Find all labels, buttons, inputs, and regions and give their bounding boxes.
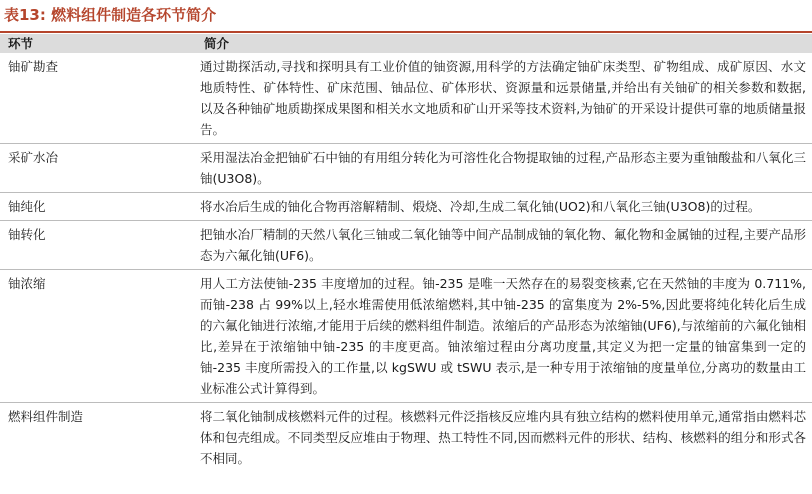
- stage-name: 采矿水冶: [0, 144, 194, 193]
- stage-description: 将水冶后生成的铀化合物再溶解精制、煅烧、冷却,生成二氧化铀(UO2)和八氧化三铀(U3O8)的过程。: [194, 193, 812, 221]
- caption-rule: [0, 31, 812, 33]
- table-caption: 表13: 燃料组件制造各环节简介: [4, 6, 217, 24]
- stage-description: 把铀水冶厂精制的天然八氧化三铀或二氧化铀等中间产品制成铀的氧化物、氟化物和金属铀的过程,主要产品形态为六氟化铀(UF6)。: [194, 221, 812, 270]
- table-row: [0, 53, 812, 144]
- stage-name: 铀矿勘查: [0, 53, 194, 144]
- table-row: [0, 403, 812, 473]
- stage-description: 通过勘探活动,寻找和探明具有工业价值的铀资源,用科学的方法确定铀矿床类型、矿物组成、成矿原因、水文地质特性、矿体特性、矿床范围、铀品位、矿体形状、资源量和远景储量,并给出有关铀矿的相关参数和数据,以及各种铀矿地质勘探成果图和相关水文地质和矿山开采等技术资料,为铀矿的开采设计提供可靠的地质储量报告。: [194, 53, 812, 144]
- table-header-row: [0, 34, 812, 53]
- header-description: 简介: [194, 34, 812, 53]
- stage-table: [0, 34, 812, 472]
- stage-description: 将二氧化铀制成核燃料元件的过程。核燃料元件泛指核反应堆内具有独立结构的燃料使用单元,通常指由燃料芯体和包壳组成。不同类型反应堆由于物理、热工特性不同,因而燃料元件的形状、结构、核燃料的组分和形式各不相同。: [200, 409, 806, 466]
- stage-name: 燃料组件制造: [8, 409, 84, 424]
- stage-description: 采用湿法冶金把铀矿石中铀的有用组分转化为可溶性化合物提取铀的过程,产品形态主要为重铀酸盐和八氧化三铀(U3O8)。: [194, 144, 812, 193]
- header-stage: 环节: [0, 34, 194, 53]
- stage-name: 铀纯化: [0, 193, 194, 221]
- stage-name: 铀浓缩: [0, 270, 194, 403]
- table-row: [0, 221, 812, 270]
- table-row: [0, 193, 812, 221]
- stage-name: 铀转化: [0, 221, 194, 270]
- table-row: [0, 144, 812, 193]
- table-row: [0, 270, 812, 403]
- stage-description: 用人工方法使铀-235 丰度增加的过程。铀-235 是唯一天然存在的易裂变核素,它在天然铀的丰度为 0.711%,而铀-238 占 99%以上,轻水堆需使用低浓缩燃料,其中铀-235 的富集度为 2%-5%,因此要将纯化转化后生成的六氟化铀进行浓缩,才能用于后续的燃料组件制造。浓缩后的产品形态为浓缩铀(UF6),与浓缩前的六氟化铀相比,差异在于浓缩铀中铀-235 的丰度更高。铀浓缩过程由分离功度量,其定义为把一定量的铀富集到一定的铀-235 丰度所需投入的工作量,以 kgSWU 或 tSWU 表示,是一种专用于浓缩铀的度量单位,分离功的数量由工业标准公式计算得到。: [194, 270, 812, 403]
